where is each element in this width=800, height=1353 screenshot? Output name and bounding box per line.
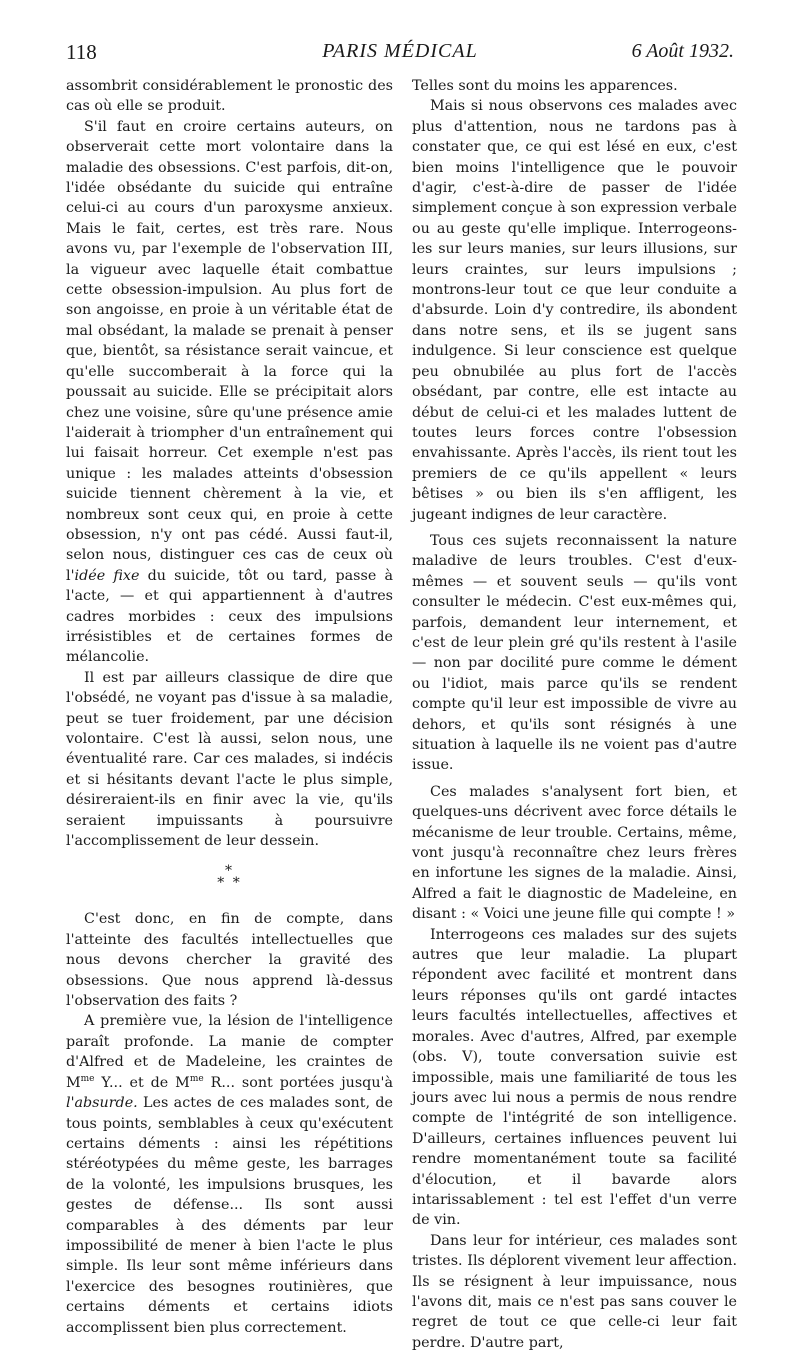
- paragraph: Ces malades s'analysent fort bien, et quelques-uns décrivent avec force détails le mécanisme de leur trouble. Certains, même, vont jusqu'à reconnaître chez leurs frères en infortune les signes de la maladie. Ainsi, Alfred a fait le diagnostic de Madeleine, en disant : « Voici une jeune fille qui compte ! »: [412, 783, 737, 923]
- paragraph: Tous ces sujets reconnaissent la nature maladive de leurs troubles. C'est d'eux-mêmes — et souvent seuls — qu'ils vont consulter le médecin. C'est eux-mêmes qui, parfois, demandent leur internement, et c'est de leur plein gré qu'ils restent à l'asile — non par docilité pure comme le dément ou l'idiot, mais parce qu'ils se rendent compte qu'il leur est impossible de vivre au dehors, et qu'ils sont résignés à une situation à laquelle ils ne voient pas d'autre issue.: [412, 532, 737, 774]
- paragraph: A première vue, la lésion de l'intelligence paraît profonde. La manie de compter d'Alfred et de Madeleine, les craintes de $M^{me}$ Y... et de $M^{me}$ R... sont portées jusqu'à l'absurde. Les actes de ces malades sont, de tous points, semblables à ceux qu'exécutent certains déments : ainsi les répétitions stéréotypées du même geste, les barrages de la volonté, les impulsions brusques, les gestes de défense... Ils sont aussi comparables à des déments par leur impossibilité de mener à bien l'acte le plus simple. Ils leur sont même inférieurs dans l'exercice des besognes routinières, que certains déments et certains idiots accomplissent bien plus correctement.: [66, 1013, 393, 1336]
- page-header: [66, 40, 734, 70]
- journal-title: PARIS MÉDICAL: [322, 40, 478, 62]
- italic-term: l'absurde.: [66, 1095, 138, 1112]
- paragraph: Dans leur for intérieur, ces malades sont tristes. Ils déplorent vivement leur affection. Ils se résignent à leur impuissance, nous l'avons dit, mais ce n'est pas sans couver le regret de tout ce que celle-ci leur fait perdre. D'autre part,: [412, 1232, 737, 1351]
- paragraph: S'il faut en croire certains auteurs, on observerait cette mort volontaire dans la maladie des obsessions. C'est parfois, dit-on, l'idée obsédante du suicide qui entraîne celui-ci au cours d'un paroxysme anxieux. Mais le fait, certes, est très rare. Nous avons vu, par l'exemple de l'observation III, la vigueur avec laquelle était combattue cette obsession-impulsion. Au plus fort de son angoisse, en proie à un véritable état de mal obsédant, la malade se prenait à penser que, bientôt, sa résistance serait vaincue, et qu'elle succomberait à la force qui la poussait au suicide. Elle se précipitait alors chez une voisine, sûre qu'une présence amie l'aiderait à triompher d'un entraînement qui lui faisait horreur. Cet exemple n'est pas unique : les malades atteints d'obsession suicide tiennent chèrement à la vie, et nombreux sont ceux qui, en proie à cette obsession, n'y ont pas cédé. Aussi faut-il, selon nous, distinguer ces cas de ceux où l'idée fixe du suicide, tôt ou tard, passe à l'acte, — et qui appartiennent à d'autres cadres morbides : ceux des impulsions irrésistibles et de certaines formes de mélancolie.: [66, 118, 393, 666]
- page-number: 118: [66, 40, 97, 64]
- paragraph: C'est donc, en fin de compte, dans l'atteinte des facultés intellectuelles que nous devons chercher la gravité des obsessions. Que nous apprend là-dessus l'observation des faits ?: [66, 911, 393, 1010]
- right-column: [412, 76, 737, 1353]
- italic-term: idée fixe: [74, 567, 140, 584]
- section-separator: * * *: [217, 863, 242, 892]
- paragraph: Il est par ailleurs classique de dire que l'obsédé, ne voyant pas d'issue à sa maladie, peut se tuer froidement, par une décision volontaire. C'est là aussi, selon nous, une éventualité rare. Car ces malades, si indécis et si hésitants devant l'acte le plus simple, désireraient-ils en finir avec la vie, qu'ils seraient impuissants à poursuivre l'accomplissement de leur dessein.: [66, 669, 393, 850]
- paragraph: Telles sont du moins les apparences.: [412, 78, 678, 94]
- paragraph: Interrogeons ces malades sur des sujets autres que leur maladie. La plupart répondent avec facilité et montrent dans leurs réponses qu'ils ont gardé intactes leurs facultés intellectuelles, affectives et morales. Avec d'autres, Alfred, par exemple (obs. V), toute conversation suivie est impossible, mais une familiarité de tous les jours avec lui nous a permis de nous rendre compte de l'intégrité de son intelligence. D'ailleurs, certaines influences peuvent lui rendre momentanément toute sa facilité d'élocution, et il bavarde alors intarissablement : tel est l'effet d'un verre de vin.: [412, 926, 737, 1229]
- issue-date: 6 Août 1932.: [631, 40, 734, 62]
- paragraph: Mais si nous observons ces malades avec plus d'attention, nous ne tardons pas à constater que, ce qui est lésé en eux, c'est bien moins l'intelligence que le pouvoir d'agir, c'est-à-dire de passer de l'idée simplement conçue à son expression verbale ou au geste qu'elle implique. Interrogeons-les sur leurs manies, sur leurs illusions, sur leurs craintes, sur leurs impulsions ; montrons-leur tout ce que leur conduite a d'absurde. Loin d'y contredire, ils abondent dans notre sens, et ils se jugent sans indulgence. Si leur conscience est quelque peu obnubilée au plus fort de l'accès obsédant, par contre, elle est intacte au début de celui-ci et les malades luttent de toutes leurs forces contre l'obsession envahissante. Après l'accès, ils rient tout les premiers de ce qu'ils appellent « leurs bêtises » ou bien ils s'en affligent, les jugeant indignes de leur caractère.: [412, 98, 737, 523]
- left-column: [66, 76, 393, 1338]
- paragraph: assombrit considérablement le pronostic des cas où elle se produit.: [66, 78, 393, 115]
